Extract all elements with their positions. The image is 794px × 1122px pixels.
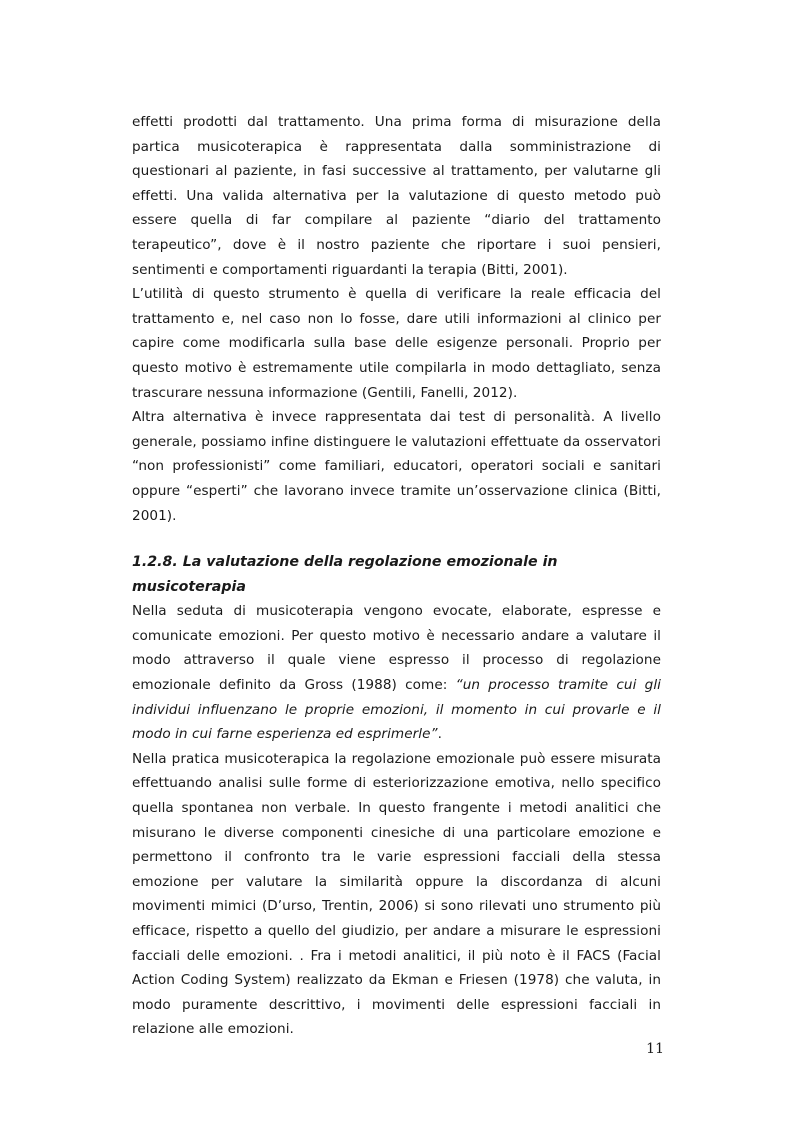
section-heading: 1.2.8. La valutazione della regolazione emozionale in musicoterapia	[132, 554, 558, 595]
definition-tail-text: .	[437, 726, 442, 743]
page-number: 11	[646, 1041, 664, 1057]
gross-quote: “un processo tramite cui gli individui influenzano le proprie emozioni, il momento in cui provarle e il modo in cui farne esperienza ed esprimerle”	[132, 677, 661, 743]
definition-lead-text: Nella seduta di musicoterapia vengono evocate, elaborate, espresse e comunicate emozioni. Per questo motivo è necessario andare a valutare il modo attraverso il quale viene espresso il processo di regolazione emozionale definito da Gross (1988) come:	[132, 603, 661, 694]
paragraph-treatment-effects: effetti prodotti dal trattamento. Una prima forma di misurazione della partica musicoterapica è rappresentata dalla somministrazione di questionari al paziente, in fasi successive al trattamento, per valutarne gli effetti. Una valida alternativa per la valutazione di questo metodo può essere quella di far compilare al paziente “diario del trattamento terapeutico”, dove è il nostro paziente che riportare i suoi pensieri, sentimenti e comportamenti riguardanti la terapia (Bitti, 2001).	[132, 114, 661, 278]
paragraph-emotional-regulation-definition	[132, 599, 661, 747]
paragraph-tool-utility: L’utilità di questo strumento è quella di verificare la reale efficacia del trattamento e, nel caso non lo fosse, dare utili informazioni al clinico per capire come modificarla sulla base delle esigenze personali. Proprio per questo motivo è estremamente utile compilarla in modo dettagliato, senza trascurare nessuna informazione (Gentili, Fanelli, 2012).	[132, 286, 661, 401]
page-content	[132, 110, 661, 1042]
section-spacer	[132, 528, 661, 550]
paragraph-personality-tests: Altra alternativa è invece rappresentata dai test di personalità. A livello generale, possiamo infine distinguere le valutazioni effettuate da osservatori “non professionisti” come familiari, educatori, operatori sociali e sanitari oppure “esperti” che lavorano invece tramite un’osservazione clinica (Bitti, 2001).	[132, 409, 661, 524]
paragraph-facs-method: Nella pratica musicoterapica la regolazione emozionale può essere misurata effettuando analisi sulle forme di esteriorizzazione emotiva, nello specifico quella spontanea non verbale. In questo frangente i metodi analitici che misurano le diverse componenti cinesiche di una particolare emozione e permettono il confronto tra le varie espressioni facciali della stessa emozione per valutare la similarità oppure la discordanza di alcuni movimenti mimici (D’urso, Trentin, 2006) si sono rilevati uno strumento più efficace, rispetto a quello del giudizio, per andare a misurare le espressioni facciali delle emozioni. . Fra i metodi analitici, il più noto è il FACS (Facial Action Coding System) realizzato da Ekman e Friesen (1978) che valuta, in modo puramente descrittivo, i movimenti delle espressioni facciali in relazione alle emozioni.	[132, 750, 661, 1038]
